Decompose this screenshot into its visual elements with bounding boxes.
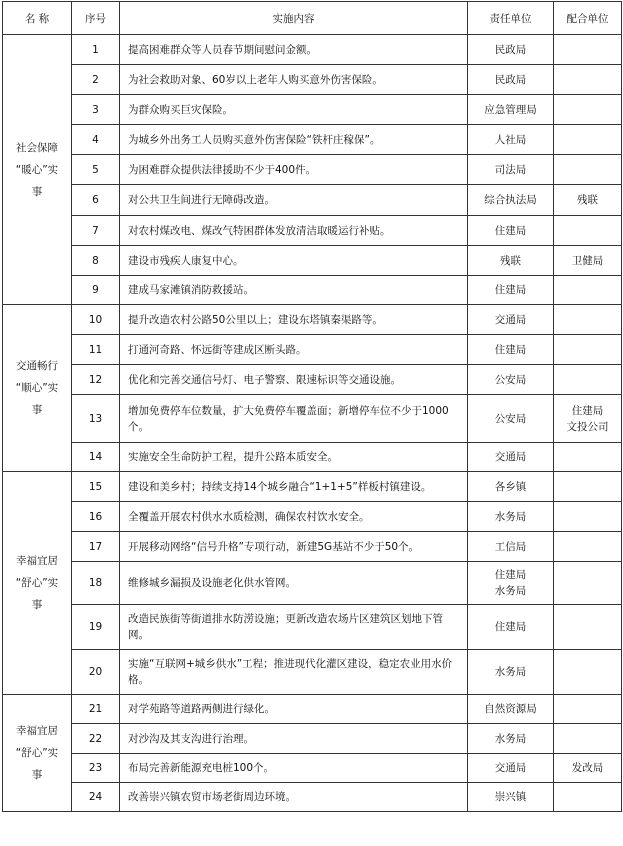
table-row	[3, 395, 622, 443]
row-responsible	[468, 724, 554, 754]
row-content: 对学苑路等道路两侧进行绿化。	[120, 695, 468, 724]
responsible-unit: 交通局	[494, 451, 527, 463]
row-responsible	[468, 502, 554, 532]
row-number: 14	[72, 443, 120, 472]
cooperating-unit: 卫健局	[571, 254, 604, 267]
responsible-unit: 公安局	[494, 373, 527, 386]
row-cooperating	[554, 95, 622, 125]
row-responsible	[468, 305, 554, 335]
row-content: 维修城乡漏损及设施老化供水管网。	[120, 562, 468, 605]
implementation-table	[2, 1, 622, 812]
row-number: 15	[72, 472, 120, 502]
row-content: 开展移动网络“信号升格”专项行动，新建5G基站不少于50个。	[120, 532, 468, 562]
header-name: 名 称	[3, 2, 72, 35]
responsible-unit: 水务局	[494, 585, 527, 597]
row-content: 对沙沟及其支沟进行治理。	[120, 724, 468, 754]
row-responsible	[468, 650, 554, 695]
table-row	[3, 65, 622, 95]
category-line: 幸福宜居	[16, 725, 58, 737]
row-responsible	[468, 95, 554, 125]
row-number: 17	[72, 532, 120, 562]
row-cooperating	[554, 65, 622, 95]
row-content: 提高困难群众等人员春节期间慰问金额。	[120, 35, 468, 65]
responsible-unit: 交通局	[494, 762, 527, 774]
row-responsible	[468, 216, 554, 246]
row-responsible	[468, 125, 554, 155]
row-responsible	[468, 246, 554, 276]
row-content: 改造民族街等街道排水防涝设施；更新改造农场片区建筑区划地下管网。	[120, 605, 468, 650]
row-cooperating	[554, 185, 622, 216]
row-number: 4	[72, 125, 120, 155]
category-line: “顺心”实	[15, 382, 59, 394]
cooperating-unit: 住建局	[571, 404, 604, 417]
header-cooperating: 配合单位	[554, 2, 622, 35]
row-cooperating	[554, 754, 622, 783]
category-line: 事	[31, 769, 43, 781]
row-cooperating	[554, 695, 622, 724]
category-cell	[3, 305, 72, 472]
row-content: 为城乡外出务工人员购买意外伤害保险“铁杆庄稼保”。	[120, 125, 468, 155]
header-content: 实施内容	[120, 2, 468, 35]
category-line: 交通畅行	[16, 360, 58, 372]
row-content: 增加免费停车位数量，扩大免费停车覆盖面；新增停车位不少于1000个。	[120, 395, 468, 443]
row-number: 13	[72, 395, 120, 443]
responsible-unit: 公安局	[494, 412, 527, 425]
table-row	[3, 305, 622, 335]
category-line: 事	[31, 185, 43, 198]
row-cooperating	[554, 395, 622, 443]
responsible-unit: 工信局	[494, 540, 527, 553]
category-line: “舒心”实	[15, 747, 59, 759]
row-cooperating	[554, 783, 622, 812]
table-row	[3, 35, 622, 65]
table-row	[3, 502, 622, 532]
responsible-unit: 民政局	[494, 73, 527, 86]
responsible-unit: 崇兴镇	[494, 791, 527, 803]
row-content: 为社会救助对象、60岁以上老年人购买意外伤害保险。	[120, 65, 468, 95]
row-responsible	[468, 185, 554, 216]
table-row	[3, 754, 622, 783]
row-cooperating	[554, 246, 622, 276]
responsible-unit: 住建局	[494, 621, 527, 633]
row-cooperating	[554, 35, 622, 65]
row-number: 19	[72, 605, 120, 650]
row-number: 23	[72, 754, 120, 783]
row-cooperating	[554, 472, 622, 502]
row-number: 7	[72, 216, 120, 246]
row-responsible	[468, 695, 554, 724]
responsible-unit: 住建局	[494, 343, 527, 356]
responsible-unit: 人社局	[494, 133, 527, 146]
row-content: 建设和美乡村；持续支持14个城乡融合“1+1+5”样板村镇建设。	[120, 472, 468, 502]
row-cooperating	[554, 443, 622, 472]
header-responsible: 责任单位	[468, 2, 554, 35]
row-content: 建设市残疾人康复中心。	[120, 246, 468, 276]
header-no: 序号	[72, 2, 120, 35]
responsible-unit: 住建局	[494, 569, 527, 581]
row-number: 12	[72, 365, 120, 395]
table-row	[3, 365, 622, 395]
row-responsible	[468, 443, 554, 472]
row-content: 为群众购买巨灾保险。	[120, 95, 468, 125]
row-content: 全覆盖开展农村供水水质检测，确保农村饮水安全。	[120, 502, 468, 532]
table-row	[3, 276, 622, 305]
row-content: 建成马家滩镇消防救援站。	[120, 276, 468, 305]
row-cooperating	[554, 502, 622, 532]
table-row	[3, 724, 622, 754]
responsible-unit: 水务局	[494, 510, 527, 523]
table-row	[3, 443, 622, 472]
row-cooperating	[554, 276, 622, 305]
row-cooperating	[554, 605, 622, 650]
row-number: 22	[72, 724, 120, 754]
category-line: “舒心”实	[15, 577, 59, 589]
row-content: 优化和完善交通信号灯、电子警察、限速标识等交通设施。	[120, 365, 468, 395]
row-number: 3	[72, 95, 120, 125]
row-cooperating	[554, 125, 622, 155]
row-number: 1	[72, 35, 120, 65]
row-content: 为困难群众提供法律援助不少于400件。	[120, 155, 468, 185]
row-content: 对公共卫生间进行无障碍改造。	[120, 185, 468, 216]
category-line: 幸福宜居	[16, 555, 58, 567]
row-cooperating	[554, 335, 622, 365]
row-cooperating	[554, 216, 622, 246]
row-cooperating	[554, 650, 622, 695]
table-row	[3, 472, 622, 502]
responsible-unit: 自然资源局	[484, 703, 537, 715]
responsible-unit: 住建局	[494, 224, 527, 237]
row-responsible	[468, 395, 554, 443]
row-content: 实施“互联网+城乡供水”工程；推进现代化灌区建设，稳定农业用水价格。	[120, 650, 468, 695]
category-line: 事	[31, 404, 43, 416]
table-row	[3, 562, 622, 605]
row-number: 20	[72, 650, 120, 695]
cooperating-unit: 残联	[577, 194, 598, 206]
row-responsible	[468, 783, 554, 812]
row-content: 改善崇兴镇农贸市场老街周边环境。	[120, 783, 468, 812]
responsible-unit: 交通局	[494, 313, 527, 326]
table-row	[3, 155, 622, 185]
category-cell	[3, 35, 72, 305]
table-row	[3, 695, 622, 724]
row-cooperating	[554, 724, 622, 754]
row-cooperating	[554, 562, 622, 605]
row-number: 24	[72, 783, 120, 812]
row-number: 9	[72, 276, 120, 305]
row-number: 21	[72, 695, 120, 724]
responsible-unit: 民政局	[494, 43, 527, 56]
row-cooperating	[554, 365, 622, 395]
table-row	[3, 783, 622, 812]
table-row	[3, 335, 622, 365]
cooperating-unit: 文投公司	[566, 420, 609, 433]
responsible-unit: 水务局	[494, 666, 527, 678]
table-row	[3, 95, 622, 125]
row-number: 2	[72, 65, 120, 95]
row-number: 8	[72, 246, 120, 276]
responsible-unit: 各乡镇	[494, 480, 527, 493]
row-content: 实施安全生命防护工程，提升公路本质安全。	[120, 443, 468, 472]
row-cooperating	[554, 532, 622, 562]
responsible-unit: 残联	[500, 254, 521, 267]
row-number: 6	[72, 185, 120, 216]
row-responsible	[468, 276, 554, 305]
category-cell	[3, 695, 72, 812]
row-number: 18	[72, 562, 120, 605]
responsible-unit: 综合执法局	[484, 194, 537, 206]
cooperating-unit: 发改局	[571, 762, 604, 774]
row-number: 11	[72, 335, 120, 365]
category-line: 事	[31, 599, 43, 611]
row-responsible	[468, 754, 554, 783]
category-cell	[3, 472, 72, 695]
row-responsible	[468, 605, 554, 650]
responsible-unit: 应急管理局	[484, 103, 537, 116]
row-number: 16	[72, 502, 120, 532]
row-responsible	[468, 562, 554, 605]
table-row	[3, 605, 622, 650]
row-cooperating	[554, 155, 622, 185]
row-responsible	[468, 155, 554, 185]
row-content: 打通河奇路、怀远街等建成区断头路。	[120, 335, 468, 365]
row-responsible	[468, 472, 554, 502]
table-row	[3, 125, 622, 155]
row-responsible	[468, 335, 554, 365]
table-row	[3, 650, 622, 695]
row-number: 5	[72, 155, 120, 185]
row-content: 对农村煤改电、煤改气特困群体发放清洁取暖运行补贴。	[120, 216, 468, 246]
responsible-unit: 住建局	[494, 284, 527, 296]
table-row	[3, 246, 622, 276]
category-line: “暖心”实	[15, 163, 59, 176]
responsible-unit: 司法局	[494, 163, 527, 176]
row-responsible	[468, 65, 554, 95]
header-row	[3, 2, 622, 35]
table-row	[3, 216, 622, 246]
row-content: 布局完善新能源充电桩100个。	[120, 754, 468, 783]
row-responsible	[468, 35, 554, 65]
table-row	[3, 185, 622, 216]
category-line: 社会保障	[16, 141, 58, 154]
row-number: 10	[72, 305, 120, 335]
row-content: 提升改造农村公路50公里以上；建设东塔镇秦渠路等。	[120, 305, 468, 335]
table-body	[3, 35, 622, 812]
row-cooperating	[554, 305, 622, 335]
table-row	[3, 532, 622, 562]
row-responsible	[468, 532, 554, 562]
row-responsible	[468, 365, 554, 395]
responsible-unit: 水务局	[494, 732, 527, 745]
